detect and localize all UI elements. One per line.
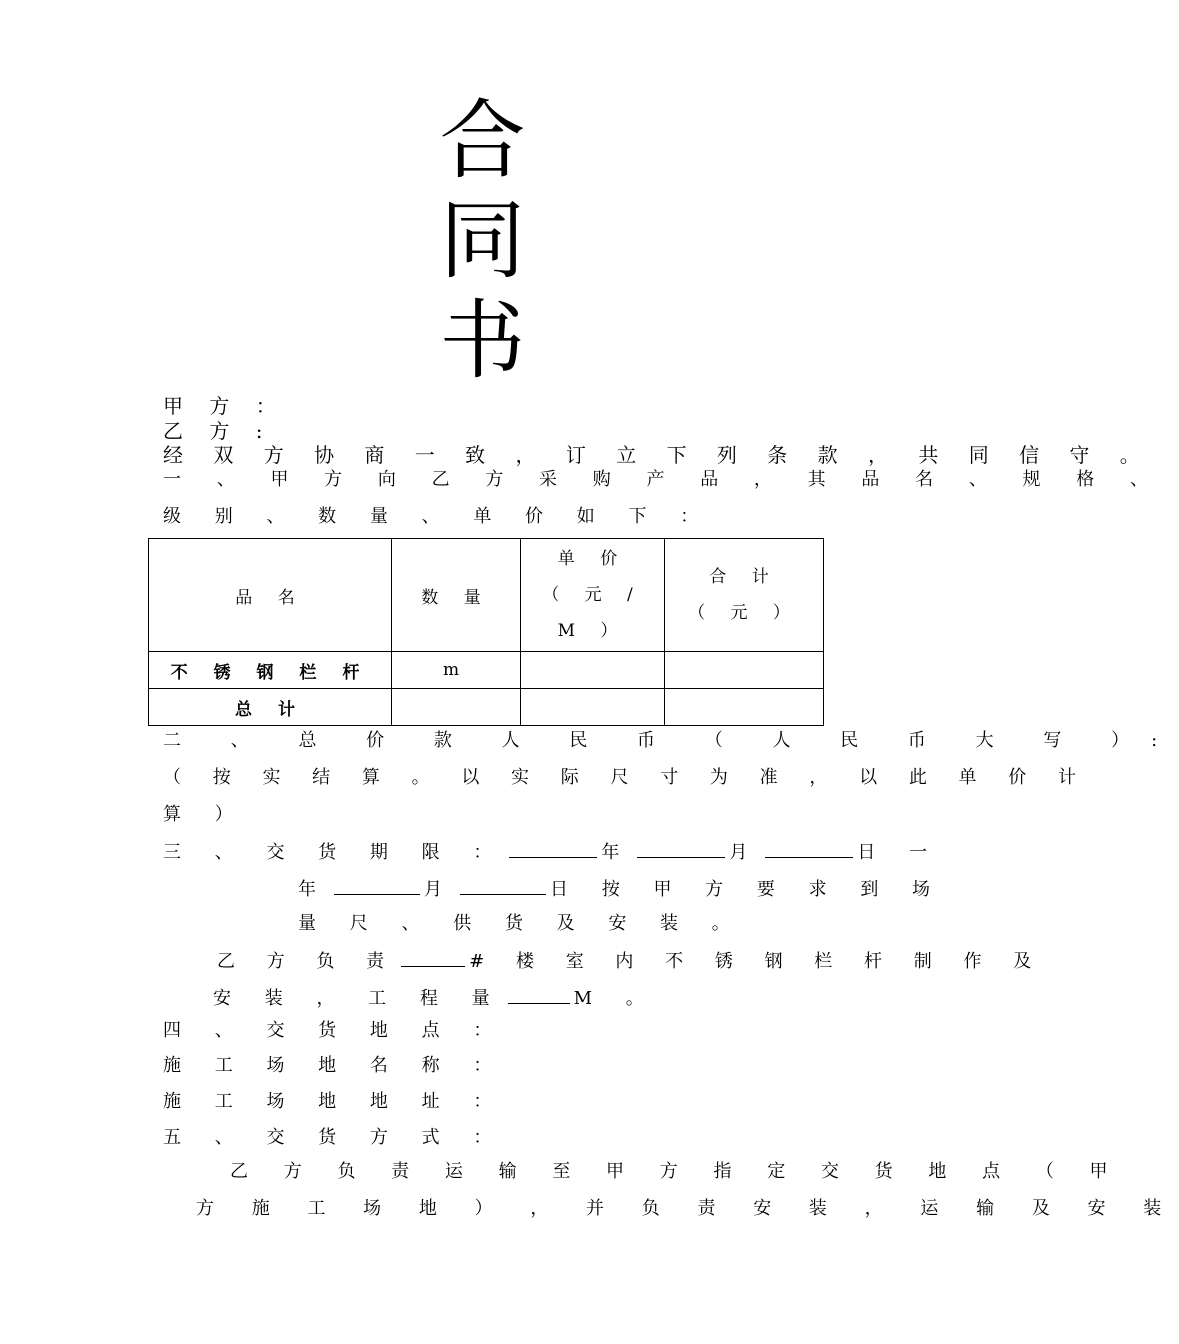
clause2-line1: 二 、 总 价 款 人 民 币 （ 人 民 币 大 写 ）: (163, 730, 1179, 751)
building-blank[interactable] (401, 950, 465, 967)
quantity-blank[interactable] (508, 987, 570, 1004)
b-resp-label: 乙 方 负 责 (217, 951, 398, 972)
intro-text: 经 双 方 协 商 一 致 ， 订 立 下 列 条 款 ， 共 同 信 守 。 (163, 443, 1152, 467)
clause1-line1: 一 、 甲 方 向 乙 方 采 购 产 品 ， 其 品 名 、 规 格 、 (163, 469, 1163, 490)
header-price-l1: 单 价 (557, 549, 628, 569)
title-char-3: 书 (439, 291, 526, 391)
b-resp-tail: # 楼 室 内 不 锈 钢 栏 杆 制 作 及 (469, 951, 1045, 972)
header-name: 品 名 (149, 539, 392, 652)
clause1-line2: 级 别 、 数 量 、 单 价 如 下 ： (163, 506, 713, 527)
year2-label: 年 (298, 879, 330, 900)
title-char-1: 合 (439, 91, 526, 191)
unit-label: M 。 (573, 988, 658, 1009)
clause3-line2 (298, 878, 944, 899)
site-addr-label: 施 工 场 地 地 址 ： (163, 1091, 506, 1112)
clause3-tail: 日 按 甲 方 要 求 到 场 (550, 879, 945, 900)
header-qty: 数 量 (392, 539, 521, 652)
header-total-l1: 合 计 (709, 567, 779, 587)
row-total (665, 689, 824, 726)
header-total (665, 539, 824, 652)
row-qty (392, 689, 521, 726)
month-label: 月 (729, 842, 762, 863)
month-blank[interactable] (637, 841, 725, 858)
month2-blank[interactable] (334, 878, 420, 895)
clause5-line2: 方 施 工 场 地 ） ， 并 负 责 安 装 ， 运 输 及 安 装 (196, 1198, 1178, 1219)
row-name: 不 锈 钢 栏 杆 (149, 652, 392, 689)
header-price-l3: M ） (557, 621, 628, 641)
clause3-install (213, 987, 658, 1008)
clause5-label: 五 、 交 货 方 式 ： (163, 1127, 506, 1148)
row-qty: m (392, 652, 521, 689)
row-total (665, 652, 824, 689)
table-row (149, 652, 824, 689)
day-blank[interactable] (765, 841, 853, 858)
month2-label: 月 (424, 879, 456, 900)
install-label: 安 装 ， 工 程 量 (213, 988, 504, 1009)
year-label: 年 (601, 842, 634, 863)
clause2-line3: 算 ） (163, 804, 247, 825)
year-blank[interactable] (509, 841, 597, 858)
day-to-label: 日 一 (857, 842, 942, 863)
title-char-2: 同 (439, 191, 526, 291)
row-price (521, 652, 665, 689)
table-row (149, 689, 824, 726)
clause3-b-resp (217, 950, 1044, 971)
party-a-label: 甲 方 ： (163, 394, 286, 418)
clause5-line1: 乙 方 负 责 运 输 至 甲 方 指 定 交 货 地 点 （ 甲 (230, 1161, 1123, 1182)
clause3-label: 三 、 交 货 期 限 ： (163, 842, 506, 863)
site-name-label: 施 工 场 地 名 称 ： (163, 1055, 506, 1076)
header-total-l2: （ 元 ） (688, 603, 800, 623)
row-name: 总 计 (149, 689, 392, 726)
row-price (521, 689, 665, 726)
party-b-label: 乙 方 : (163, 419, 273, 443)
clause3-line3: 量 尺 、 供 货 及 安 装 。 (298, 913, 744, 934)
product-table (148, 538, 824, 726)
clause3-line1 (163, 841, 941, 862)
day2-blank[interactable] (460, 878, 546, 895)
header-price-l2: （ 元 / (542, 585, 643, 605)
clause2-line2: （ 按 实 结 算 。 以 实 际 尺 寸 为 准 ， 以 此 单 价 计 (163, 767, 1089, 788)
header-price (521, 539, 665, 652)
clause4-label: 四 、 交 货 地 点 ： (163, 1020, 506, 1041)
